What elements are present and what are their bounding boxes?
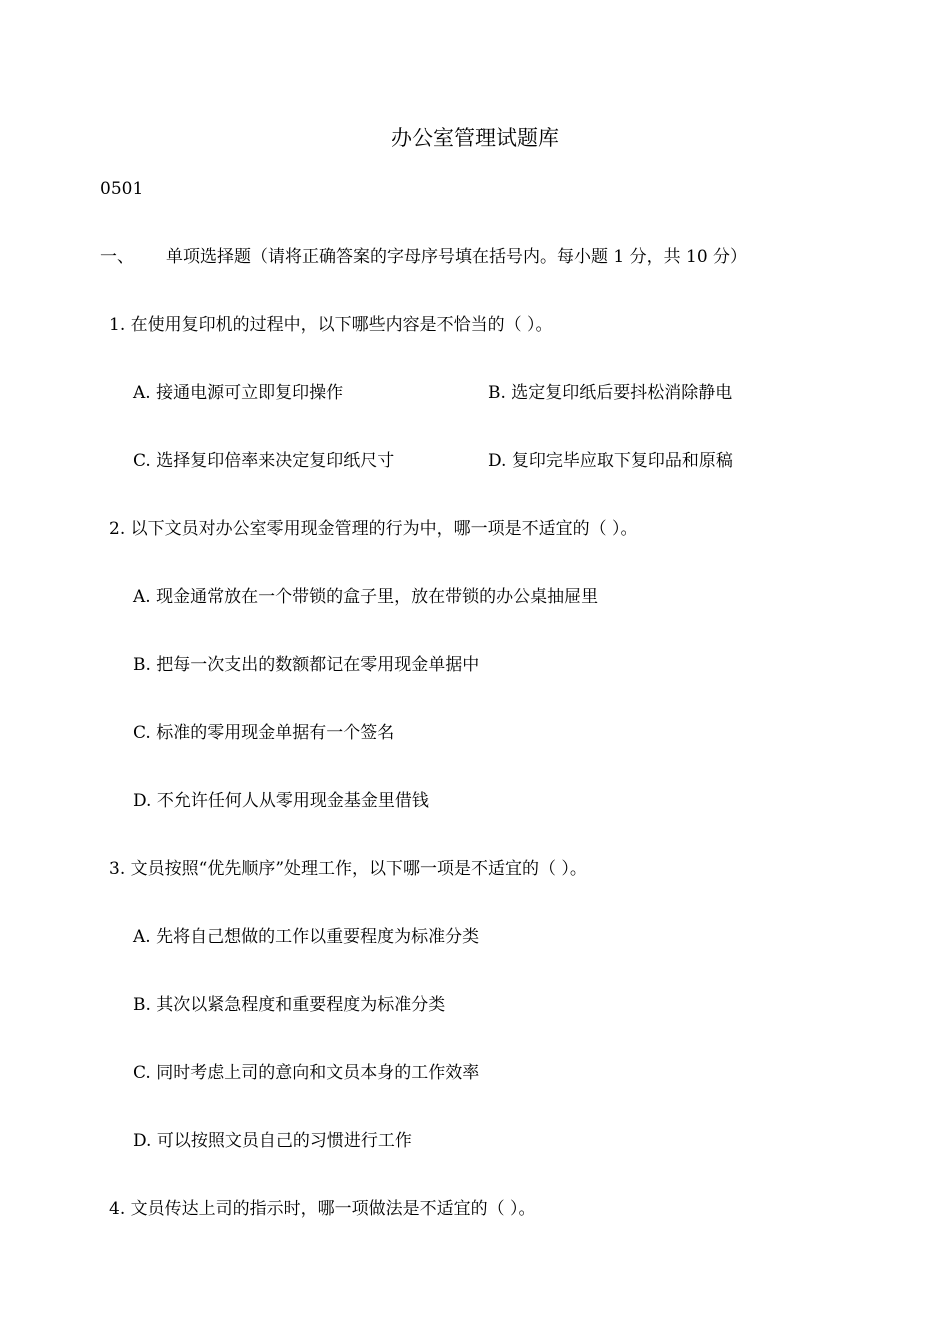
section-heading	[100, 245, 747, 269]
document-title: 办公室管理试题库	[391, 126, 559, 150]
question-1-option-a: A. 接通电源可立即复印操作	[133, 383, 344, 403]
question-2-option-a: A. 现金通常放在一个带锁的盒子里，放在带锁的办公桌抽屉里	[133, 587, 599, 607]
question-2-option-b: B. 把每一次支出的数额都记在零用现金单据中	[133, 655, 480, 675]
question-1-option-b: B. 选定复印纸后要抖松消除静电	[488, 383, 733, 403]
section-text: 单项选择题（请将正确答案的字母序号填在括号内。每小题 1 分，共 10 分）	[166, 247, 748, 267]
document-code: 0501	[100, 179, 144, 199]
question-1: 1. 在使用复印机的过程中，以下哪些内容是不恰当的（ ）。	[109, 315, 553, 335]
question-2-option-c: C. 标准的零用现金单据有一个签名	[133, 723, 395, 743]
question-3: 3. 文员按照“优先顺序”处理工作，以下哪一项是不适宜的（ ）。	[109, 859, 587, 879]
question-3-option-c: C. 同时考虑上司的意向和文员本身的工作效率	[133, 1063, 480, 1083]
question-2: 2. 以下文员对办公室零用现金管理的行为中，哪一项是不适宜的（ ）。	[109, 519, 638, 539]
question-3-option-b: B. 其次以紧急程度和重要程度为标准分类	[133, 995, 446, 1015]
question-2-option-d: D. 不允许任何人从零用现金基金里借钱	[133, 791, 429, 811]
question-3-option-d: D. 可以按照文员自己的习惯进行工作	[133, 1131, 412, 1151]
question-3-option-a: A. 先将自己想做的工作以重要程度为标准分类	[133, 927, 480, 947]
question-1-option-c: C. 选择复印倍率来决定复印纸尺寸	[133, 451, 395, 471]
question-4: 4. 文员传达上司的指示时，哪一项做法是不适宜的（ ）。	[109, 1199, 536, 1219]
question-1-option-d: D. 复印完毕应取下复印品和原稿	[488, 451, 733, 471]
section-number: 一、	[100, 247, 134, 267]
